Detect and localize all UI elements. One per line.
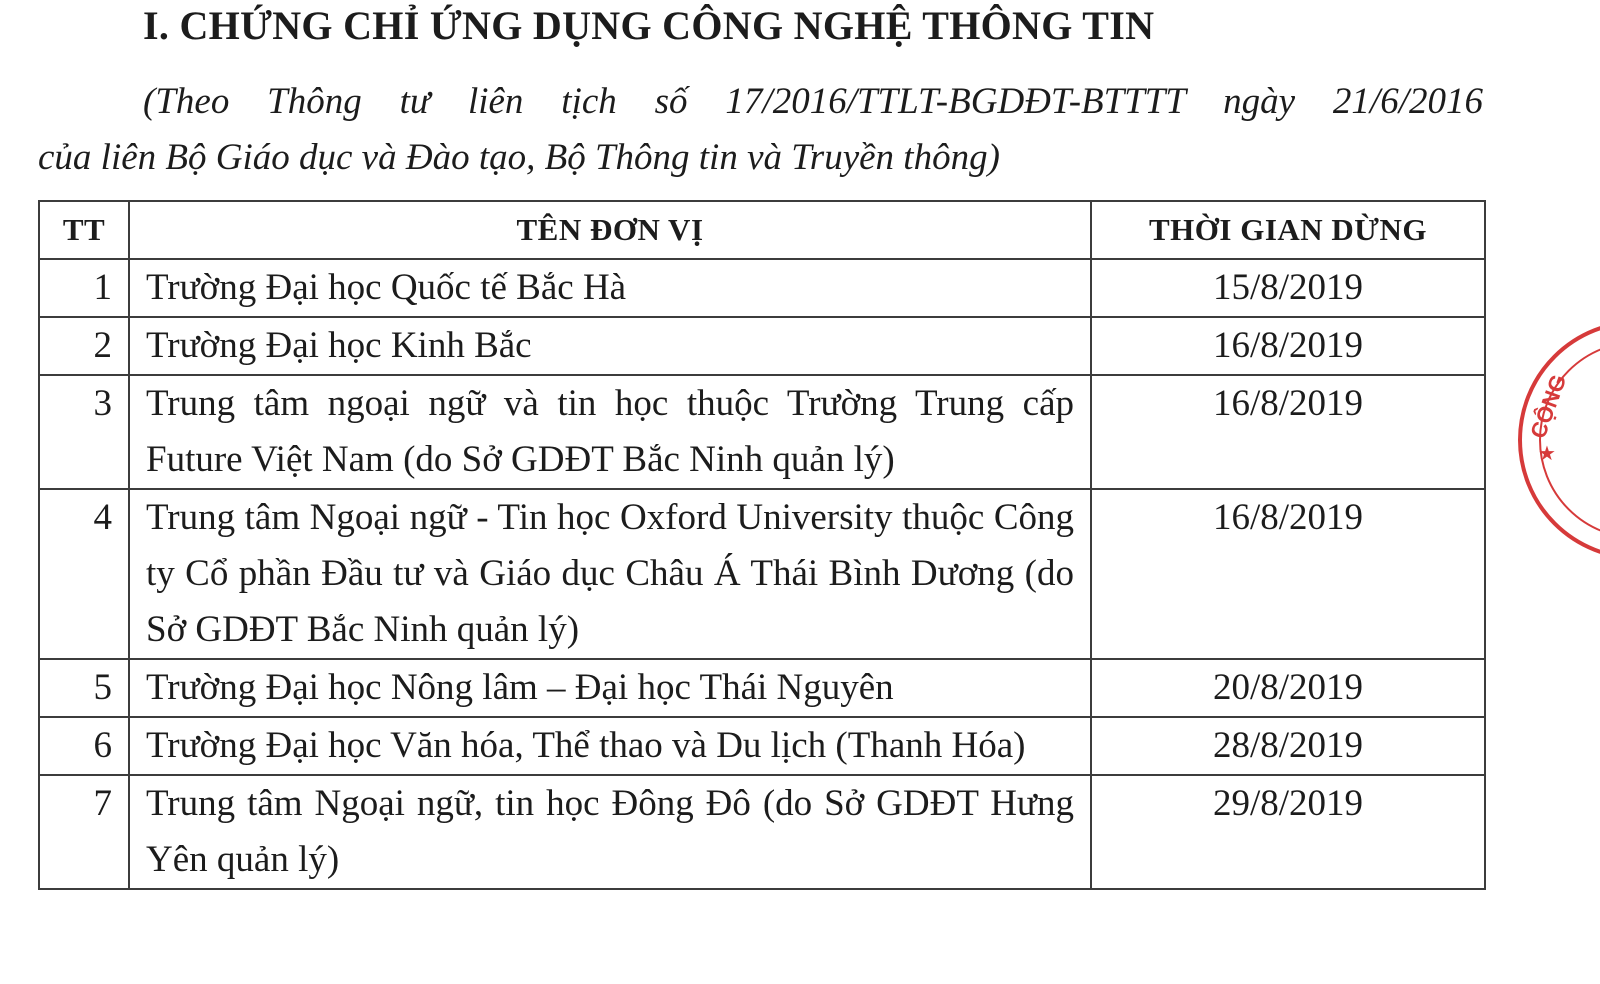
row-number: 4 xyxy=(39,489,129,659)
section-heading: I. CHỨNG CHỈ ỨNG DỤNG CÔNG NGHỆ THÔNG TIN xyxy=(143,3,1155,48)
note-line-2: của liên Bộ Giáo dục và Đào tạo, Bộ Thông tin và Truyền thông) xyxy=(38,137,1000,178)
stop-date: 29/8/2019 xyxy=(1091,775,1485,889)
note-line-1: (Theo Thông tư liên tịch số 17/2016/TTLT-BGDĐT-BTTTT ngày 21/6/2016 xyxy=(143,81,1483,122)
seal-star-icon: ★ xyxy=(1538,441,1556,465)
stop-date: 20/8/2019 xyxy=(1091,659,1485,717)
table-row xyxy=(39,717,1485,775)
stop-date: 28/8/2019 xyxy=(1091,717,1485,775)
row-number: 7 xyxy=(39,775,129,889)
row-number: 6 xyxy=(39,717,129,775)
header-unit-name: TÊN ĐƠN VỊ xyxy=(129,201,1091,259)
table-row xyxy=(39,489,1485,659)
row-number: 3 xyxy=(39,375,129,489)
seal-text: CỘNG xyxy=(1525,371,1572,442)
table-header-row xyxy=(39,201,1485,259)
unit-name: Trung tâm ngoại ngữ và tin học thuộc Trường Trung cấp Future Việt Nam (do Sở GDĐT Bắc Ninh quản lý) xyxy=(129,375,1091,489)
table-row xyxy=(39,259,1485,317)
row-number: 1 xyxy=(39,259,129,317)
unit-name: Trường Đại học Văn hóa, Thể thao và Du lịch (Thanh Hóa) xyxy=(129,717,1091,775)
row-number: 2 xyxy=(39,317,129,375)
table-row xyxy=(39,659,1485,717)
header-tt: TT xyxy=(39,201,129,259)
stop-date: 16/8/2019 xyxy=(1091,489,1485,659)
table-row xyxy=(39,775,1485,889)
table-row xyxy=(39,317,1485,375)
suspended-units-table xyxy=(38,200,1486,890)
unit-name: Trung tâm Ngoại ngữ - Tin học Oxford University thuộc Công ty Cổ phần Đầu tư và Giáo dục Châu Á Thái Bình Dương (do Sở GDĐT Bắc Ninh quản lý) xyxy=(129,489,1091,659)
unit-name: Trường Đại học Quốc tế Bắc Hà xyxy=(129,259,1091,317)
seal-outer-ring xyxy=(1520,322,1600,558)
legal-basis-note xyxy=(38,74,1483,186)
table-row xyxy=(39,375,1485,489)
row-number: 5 xyxy=(39,659,129,717)
stop-date: 16/8/2019 xyxy=(1091,317,1485,375)
unit-name: Trường Đại học Nông lâm – Đại học Thái Nguyên xyxy=(129,659,1091,717)
stop-date: 15/8/2019 xyxy=(1091,259,1485,317)
stop-date: 16/8/2019 xyxy=(1091,375,1485,489)
unit-name: Trung tâm Ngoại ngữ, tin học Đông Đô (do Sở GDĐT Hưng Yên quản lý) xyxy=(129,775,1091,889)
official-seal-stamp xyxy=(1508,300,1600,580)
header-stop-date: THỜI GIAN DỪNG xyxy=(1091,201,1485,259)
unit-name: Trường Đại học Kinh Bắc xyxy=(129,317,1091,375)
